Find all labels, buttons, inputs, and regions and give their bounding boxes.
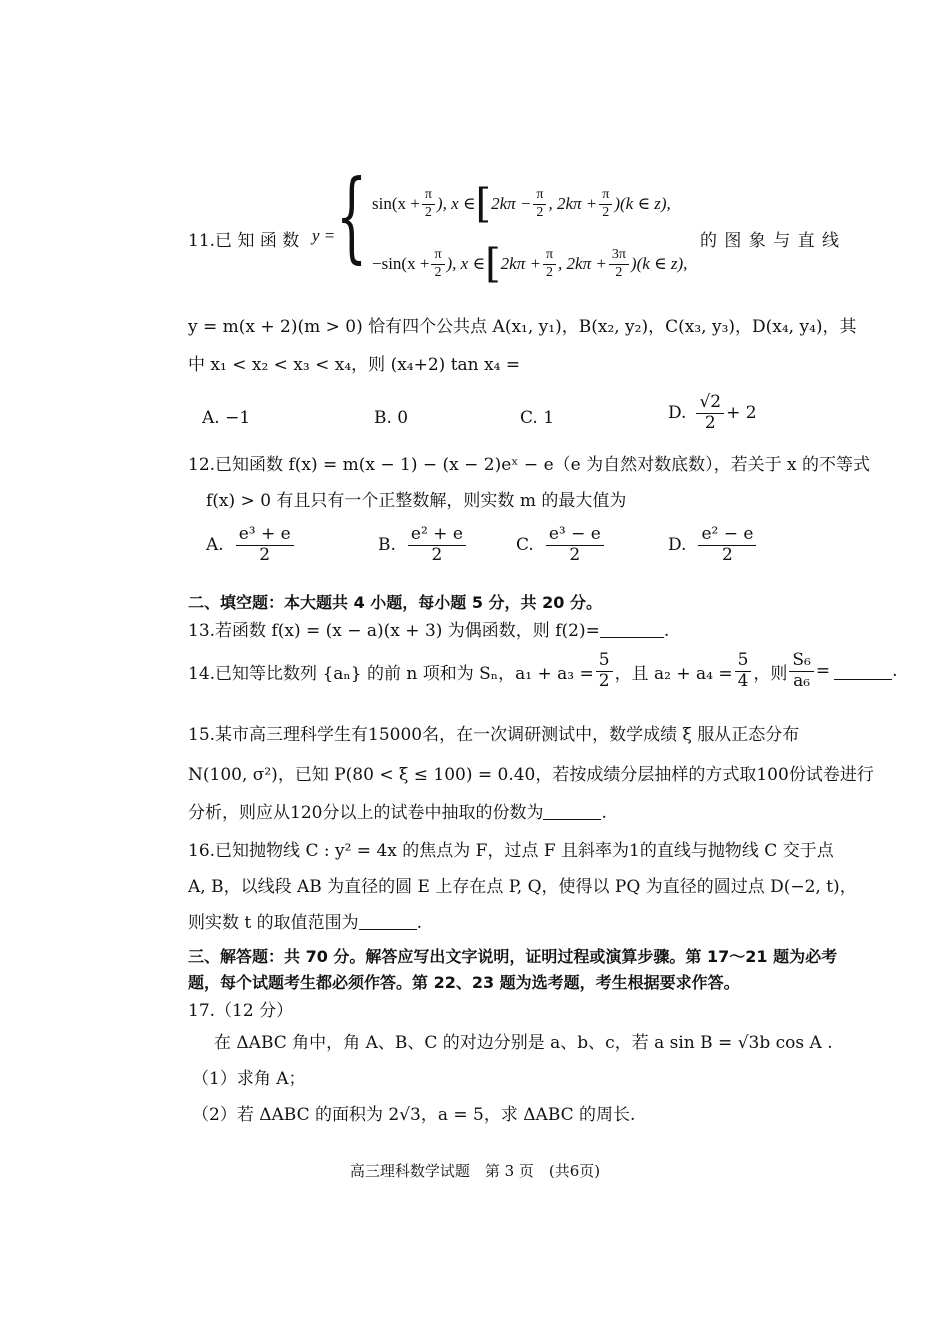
q11-piece1-func: sin(x + [372,194,420,213]
q11-line2: y = m(x + 2)(m > 0) 恰有四个公共点 A(x₁, y₁)，B(x₂, y₂)，C(x₃, y₃)，D(x₄, y₄)，其 [188,317,857,337]
q11-piece2-mid: ), x ∈ [446,254,486,273]
q11-label: 11.已 知 函 数 [188,231,300,251]
q11-piece2: −sin(x + $\frac{\pi}{2}$ ), x ∈ [ 2kπ + $\frac{\pi}{2}$ , 2kπ + $\frac{3\pi}{2}$ )(k ∈ z), [372,241,688,287]
q11-after-text: 的 图 象 与 直 线 [700,231,841,251]
q11-piece1-two: 2 [424,204,432,220]
q11-piece1-interval-b: , 2kπ + [548,194,598,213]
q15-line1: 15.某市高三理科学生有15000名，在一次调研测试中，数学成绩 ξ 服从正态分布 [188,725,800,745]
q11-piece2-three-pi: 3π [609,248,629,265]
q17-stem: 在 ΔABC 角中，角 A、B、C 的对边分别是 a、b、c，若 a sin B = √3b cos A . [214,1033,833,1053]
q11-piece2-tail: )(k ∈ z), [630,254,688,273]
q15-answer-blank [543,803,601,820]
q15-line3: 分析，则应从120分以上的试卷中抽取的份数为 . [188,803,607,823]
q11-piece1-interval-a: 2kπ − [491,194,532,213]
q11-piecewise-brace: { [336,160,368,274]
q11-option-b: B. 0 [374,408,409,428]
q12-option-b: B. $\frac{\text{e² + e}}{2}$ [378,526,468,565]
section2-heading: 二、填空题：本大题共 4 小题，每小题 5 分，共 20 分。 [188,593,602,612]
q11-piece2-func: −sin(x + [372,254,430,273]
q11-piece2-interval-b: , 2kπ + [558,254,607,273]
q16-line1: 16.已知抛物线 C : y² = 4x 的焦点为 F，过点 F 且斜率为1的直线与抛物线 C 交于点 [188,841,834,861]
q12-option-c: C. $\frac{\text{e³ − e}}{2}$ [516,526,606,565]
q14-text: 14.已知等比数列 {aₙ} 的前 n 项和为 Sₙ，a₁ + a₃ = $\frac{5}{2}$ ，且 a₂ + a₄ = $\frac{5}{4}$ ，则 $\frac{\text{S₆}}{\text{a₆}}$ = . [188,650,898,691]
section3-heading-line1: 三、解答题：共 70 分。解答应写出文字说明，证明过程或演算步骤。第 17～21 题为必考 [188,947,838,966]
q11-option-d-num: √2 [696,394,724,414]
q11-option-d [668,394,757,433]
q11-option-d-label: D. [668,403,687,424]
q11-piece1-pi: π [422,188,435,205]
section3-heading-line2: 题，每个试题考生都必须作答。第 22、23 题为选考题，考生根据要求作答。 [188,973,740,992]
q11-piece1: sin(x + $\frac{\pi}{2}$ ), x ∈ [ 2kπ − $\frac{\pi}{2}$ , 2kπ + $\frac{\pi}{2}$ )(k ∈ z), [372,181,671,227]
q17-sub1: （1）求角 A； [192,1069,306,1089]
q15-line2: N(100, σ²)，已知 P(80 < ξ ≤ 100) = 0.40，若按成绩分层抽样的方式取100份试卷进行 [188,765,874,785]
q16-line2: A, B，以线段 AB 为直径的圆 E 上存在点 P, Q，使得以 PQ 为直径的圆过点 D(−2, t)， [188,877,857,897]
q11-option-c: C. 1 [520,408,555,428]
q12-line1: 12.已知函数 f(x) = m(x − 1) − (x − 2)eˣ − e（e 为自然对数底数），若关于 x 的不等式 [188,455,870,475]
q12-option-a: A. $\frac{\text{e³ + e}}{2}$ [206,526,296,565]
q11-piece1-mid: ), x ∈ [436,194,476,213]
q16-answer-blank [359,913,417,930]
q11-option-d-den: 2 [704,412,716,433]
q17-sub2: （2）若 ΔABC 的面积为 2√3，a = 5，求 ΔABC 的周长. [192,1105,636,1125]
q13-text: 13.若函数 f(x) = (x − a)(x + 3) 为偶函数，则 f(2)= . [188,621,670,641]
q11-piece2-interval-a: 2kπ + [500,254,541,273]
q14-answer-blank [834,663,892,680]
q11-y-eq: y = [312,226,336,245]
q11-option-d-tail: + 2 [726,403,757,424]
q11-option-a: A. −1 [202,408,251,428]
page-footer: 高三理科数学试题 第 3 页 (共6页) [349,1162,601,1180]
q16-line3: 则实数 t 的取值范围为 . [188,913,423,933]
q13-answer-blank [600,621,664,638]
q11-line3: 中 x₁ < x₂ < x₃ < x₄，则 (x₄+2) tan x₄ = [188,355,521,375]
q12-line2: f(x) > 0 有且只有一个正整数解，则实数 m 的最大值为 [206,491,627,511]
q12-option-d: D. $\frac{\text{e² − e}}{2}$ [668,526,758,565]
q17-header: 17.（12 分） [188,1001,294,1021]
q11-piece1-tail: )(k ∈ z), [614,194,671,213]
